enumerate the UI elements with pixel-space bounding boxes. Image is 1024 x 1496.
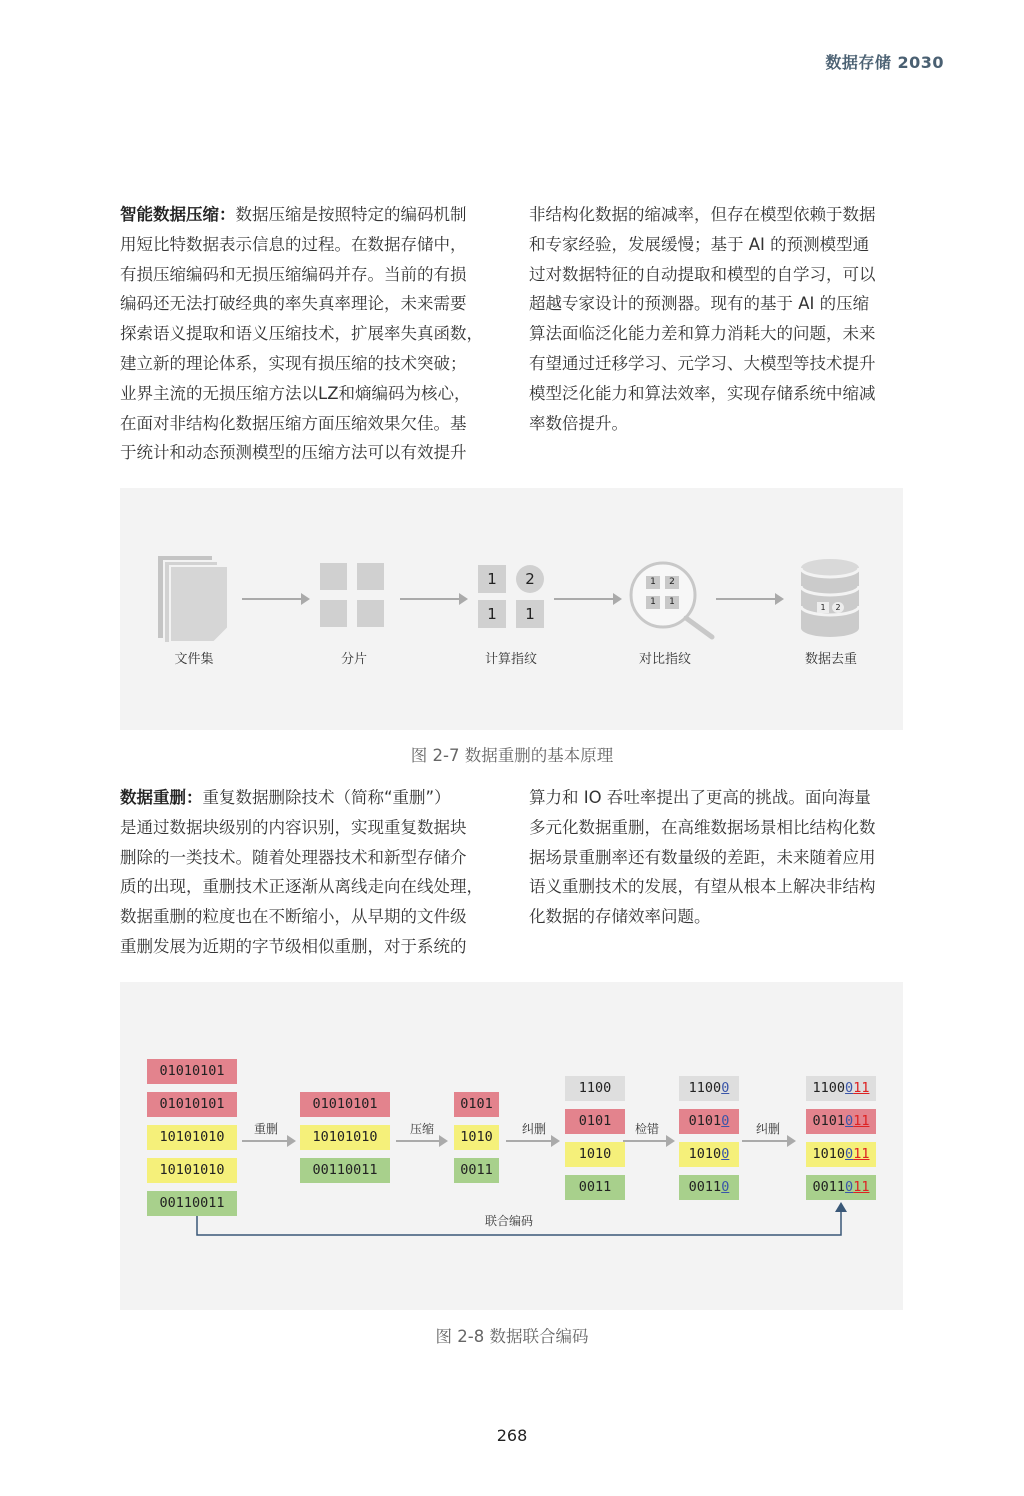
text-line: 是通过数据块级别的内容识别，实现重复数据块 <box>120 817 467 837</box>
label-compress: 压缩 <box>410 1122 435 1136</box>
text-line: 探索语义提取和语义压缩技术，扩展率失真函数， <box>120 324 483 344</box>
text-line: 数据压缩是按照特定的编码机制 <box>235 205 467 224</box>
fingerprint-cell: 1 <box>478 600 506 628</box>
db-cell: 2 <box>832 602 844 613</box>
text-line: 率数倍提升。 <box>529 413 628 433</box>
label-dedup: 重删 <box>254 1122 279 1136</box>
fragment-block <box>320 563 347 590</box>
magnifier-cell: 2 <box>665 576 679 589</box>
fingerprint-cell: 2 <box>516 565 544 593</box>
para2-left-column <box>120 783 495 962</box>
db-cell: 1 <box>817 602 829 613</box>
data-block: 01010101 <box>147 1092 237 1117</box>
text-line: 于统计和动态预测模型的压缩方法可以有效提升 <box>120 443 467 463</box>
figure-2-7 <box>120 488 903 730</box>
text-line: 和专家经验，发展缓慢；基于 AI 的预测模型通 <box>529 234 870 254</box>
text-line: 算法面临泛化能力差和算力消耗大的问题，未来 <box>529 324 876 344</box>
text-line: 据场景重删率还有数量级的差距，未来随着应用 <box>529 847 876 867</box>
data-block: 0101 <box>454 1092 499 1117</box>
step-label-compute-fingerprint: 计算指纹 <box>484 652 537 667</box>
joint-coding-connector <box>120 982 903 1310</box>
data-block: 0101 <box>565 1109 625 1134</box>
para1-heading: 智能数据压缩： <box>120 205 236 224</box>
text-line: 建立新的理论体系，实现有损压缩的技术突破； <box>120 353 467 373</box>
page-number: 268 <box>496 1426 528 1445</box>
text-line: 有望通过迁移学习、元学习、大模型等技术提升 <box>529 353 876 373</box>
magnifier-cell: 1 <box>665 596 679 609</box>
data-block: 1010 <box>565 1142 625 1167</box>
data-block: 00110 <box>679 1175 739 1200</box>
text-line: 质的出现，重删技术正逐渐从离线走向在线处理， <box>120 877 483 897</box>
arrow <box>242 598 308 600</box>
data-block: 1010 <box>454 1125 499 1150</box>
para2-heading: 数据重删： <box>120 788 203 807</box>
arrow <box>716 598 782 600</box>
figure-2-7-caption: 图 2-7 数据重删的基本原理 <box>410 746 614 765</box>
text-line: 重复数据删除技术（简称“重删”） <box>202 788 451 807</box>
data-block: 1010011 <box>806 1142 876 1167</box>
data-block: 0011011 <box>806 1175 876 1200</box>
step-label-split: 分片 <box>340 652 367 667</box>
data-block: 00110011 <box>300 1158 390 1183</box>
step-label-dedup: 数据去重 <box>804 652 857 667</box>
text-line: 有损压缩编码和无损压缩编码并存。当前的有损 <box>120 264 467 284</box>
label-check: 检错 <box>635 1122 660 1136</box>
data-block: 10101010 <box>300 1125 390 1150</box>
figure-2-8-caption: 图 2-8 数据联合编码 <box>435 1327 589 1346</box>
data-block: 01010101 <box>147 1059 237 1084</box>
step-label-file-set: 文件集 <box>174 652 214 667</box>
fingerprint-cell: 1 <box>516 600 544 628</box>
figure-2-8 <box>120 982 903 1310</box>
fragment-block <box>357 600 384 627</box>
label-ecc-2: 纠删 <box>756 1122 781 1136</box>
fingerprint-cell: 1 <box>478 565 506 593</box>
data-block: 00110011 <box>147 1191 237 1216</box>
data-block: 1100 <box>565 1076 625 1101</box>
data-block: 10101010 <box>147 1125 237 1150</box>
para1-right-column <box>529 200 904 438</box>
data-block: 1100011 <box>806 1076 876 1101</box>
para1-left-column <box>120 200 495 468</box>
data-block: 0101011 <box>806 1109 876 1134</box>
data-block: 10100 <box>679 1142 739 1167</box>
arrow <box>400 598 466 600</box>
text-line: 删除的一类技术。随着处理器技术和新型存储介 <box>120 847 467 867</box>
text-line: 过对数据特征的自动提取和模型的自学习，可以 <box>529 264 876 284</box>
para2-right-column <box>529 783 904 932</box>
text-line: 业界主流的无损压缩方法以LZ和熵编码为核心， <box>120 383 471 403</box>
text-line: 多元化数据重删，在高维数据场景相比结构化数 <box>529 817 876 837</box>
text-line: 模型泛化能力和算法效率，实现存储系统中缩减 <box>529 383 876 403</box>
text-line: 化数据的存储效率问题。 <box>529 907 711 927</box>
text-line: 超越专家设计的预测器。现有的基于 AI 的压缩 <box>529 294 870 314</box>
data-block: 01010101 <box>300 1092 390 1117</box>
data-block: 10101010 <box>147 1158 237 1183</box>
data-block: 01010 <box>679 1109 739 1134</box>
text-line: 重删发展为近期的字节级相似重删，对于系统的 <box>120 936 467 956</box>
text-line: 数据重删的粒度也在不断缩小，从早期的文件级 <box>120 907 467 927</box>
data-block: 0011 <box>454 1158 499 1183</box>
file-set-icon <box>156 554 232 642</box>
label-ecc: 纠删 <box>522 1122 547 1136</box>
database-icon <box>799 558 861 638</box>
data-block: 11000 <box>679 1076 739 1101</box>
fragment-block <box>320 600 347 627</box>
text-line: 编码还无法打破经典的率失真率理论，未来需要 <box>120 294 467 314</box>
page-header-title: 数据存储 2030 <box>825 53 944 72</box>
data-block: 0011 <box>565 1175 625 1200</box>
text-line: 用短比特数据表示信息的过程。在数据存储中， <box>120 234 467 254</box>
step-label-compare-fingerprint: 对比指纹 <box>638 652 691 667</box>
text-line: 非结构化数据的缩减率，但存在模型依赖于数据 <box>529 205 876 224</box>
magnifier-cell: 1 <box>646 576 660 589</box>
text-line: 算力和 IO 吞吐率提出了更高的挑战。面向海量 <box>529 788 871 807</box>
magnifier-cell: 1 <box>646 596 660 609</box>
arrow <box>554 598 620 600</box>
text-line: 语义重删技术的发展，有望从根本上解决非结构 <box>529 877 876 897</box>
text-line: 在面对非结构化数据压缩方面压缩效果欠佳。基 <box>120 413 467 433</box>
label-joint-coding: 联合编码 <box>485 1214 534 1228</box>
fragment-block <box>357 563 384 590</box>
